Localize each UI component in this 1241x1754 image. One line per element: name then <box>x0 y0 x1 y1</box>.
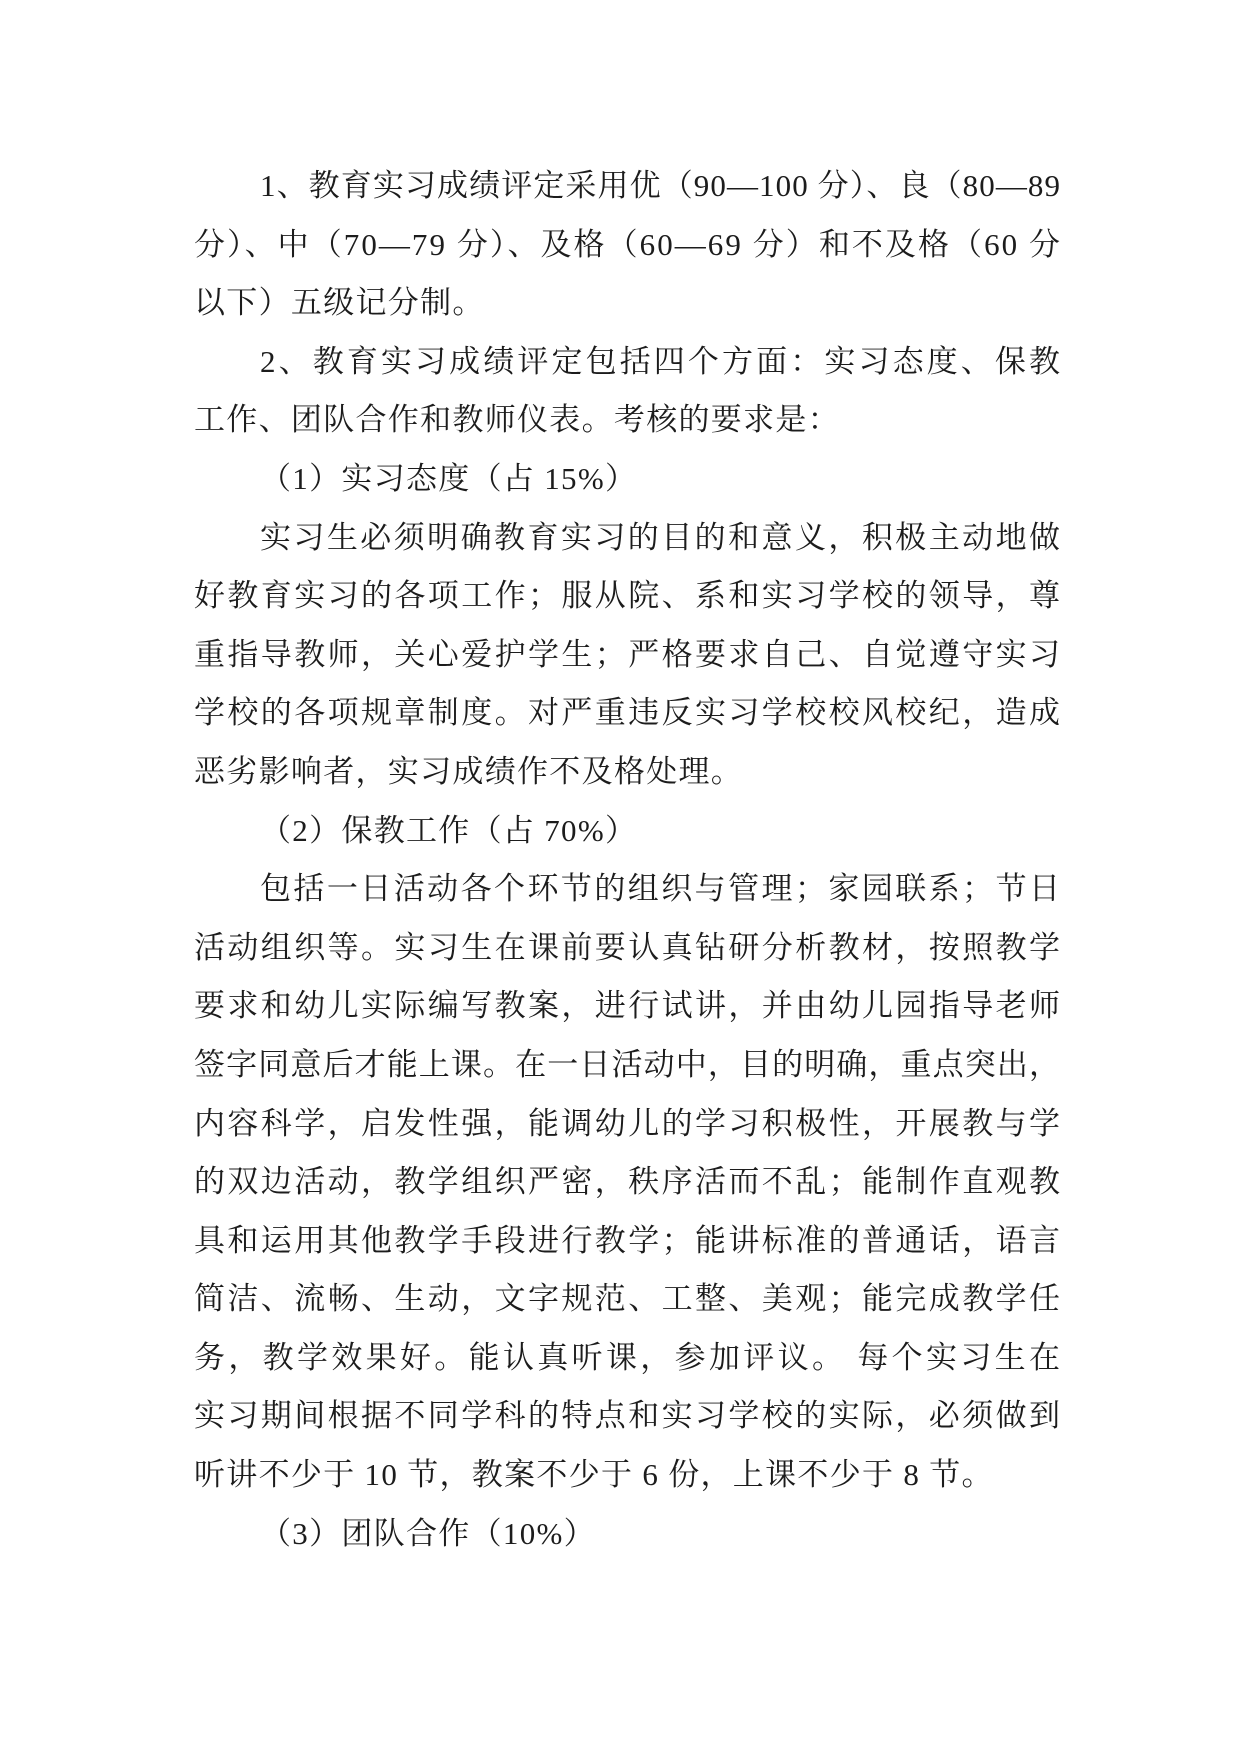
section-1-line-2-text: 好教育实习的各项工作；服从院、系和实习学校的领导，尊 <box>194 578 1063 614</box>
section-2-heading-text: （2）保教工作（占 70%） <box>260 812 638 848</box>
item-2-line-2-text: 工作、团队合作和教师仪表。考核的要求是： <box>194 402 840 438</box>
item-1-line-2-text: 分）、中（70—79 分）、及格（60—69 分）和不及格（60 分 <box>194 226 1063 262</box>
section-2-heading <box>194 802 1060 861</box>
section-2-line-7-text: 具和运用其他教学手段进行教学；能讲标准的普通话，语言 <box>194 1222 1063 1258</box>
item-1-line-1 <box>194 157 1060 216</box>
section-2-line-3-text: 要求和幼儿实际编写教案，进行试讲，并由幼儿园指导老师 <box>194 988 1063 1024</box>
section-3-heading-text: （3）团队合作（10%） <box>260 1515 596 1551</box>
section-2-line-10 <box>194 1387 1063 1446</box>
section-1-line-1-text: 实习生必须明确教育实习的目的和意义，积极主动地做 <box>260 519 1063 555</box>
document-body <box>194 157 1064 1563</box>
section-2-line-1-text: 包括一日活动各个环节的组织与管理；家园联系；节日 <box>260 871 1063 907</box>
item-2-line-1-text: 2、教育实习成绩评定包括四个方面：实习态度、保教 <box>260 343 1064 379</box>
section-2-line-2 <box>194 919 1063 978</box>
section-1-heading <box>194 450 1060 509</box>
section-2-line-1 <box>194 860 1063 919</box>
item-1-line-1-text: 1、教育实习成绩评定采用优（90—100 分）、良（80—89 <box>260 168 1062 203</box>
section-2-line-11-text: 听讲不少于 10 节，教案不少于 6 份，上课不少于 8 节。 <box>194 1457 994 1493</box>
section-2-line-9-text: 务，教学效果好。能认真听课，参加评议。 每个实习生在 <box>194 1339 1064 1375</box>
section-2-line-6-text: 的双边活动，教学组织严密，秩序活而不乱；能制作直观教 <box>194 1164 1063 1200</box>
section-1-line-1 <box>194 509 1063 568</box>
section-1-line-3 <box>194 626 1063 685</box>
item-1-line-3 <box>194 274 1060 333</box>
section-2-line-4 <box>194 1036 1060 1095</box>
section-2-line-3 <box>194 977 1063 1036</box>
section-1-line-4-text: 学校的各项规章制度。对严重违反实习学校校风校纪，造成 <box>194 695 1063 731</box>
section-2-line-5 <box>194 1095 1063 1154</box>
section-1-line-4 <box>194 684 1063 743</box>
section-1-line-5 <box>194 743 1060 802</box>
section-2-line-5-text: 内容科学，启发性强，能调幼儿的学习积极性，开展教与学 <box>194 1105 1063 1141</box>
section-1-line-3-text: 重指导教师，关心爱护学生；严格要求自己、自觉遵守实习 <box>194 636 1063 672</box>
section-2-line-4-text: 签字同意后才能上课。在一日活动中，目的明确，重点突出， <box>194 1046 1062 1082</box>
section-3-heading <box>194 1505 1060 1564</box>
section-1-line-5-text: 恶劣影响者，实习成绩作不及格处理。 <box>194 753 744 789</box>
section-2-line-6 <box>194 1153 1063 1212</box>
item-1-line-2 <box>194 216 1063 275</box>
section-2-line-11 <box>194 1446 1060 1505</box>
section-2-line-9 <box>194 1329 1064 1388</box>
section-2-line-10-text: 实习期间根据不同学科的特点和实习学校的实际，必须做到 <box>194 1398 1063 1434</box>
section-2-line-8 <box>194 1270 1063 1329</box>
section-2-line-7 <box>194 1212 1063 1271</box>
section-1-line-2 <box>194 567 1063 626</box>
section-2-line-8-text: 简洁、流畅、生动，文字规范、工整、美观；能完成教学任 <box>194 1281 1063 1317</box>
item-2-line-1 <box>194 333 1064 392</box>
section-2-line-2-text: 活动组织等。实习生在课前要认真钻研分析教材，按照教学 <box>194 929 1063 965</box>
item-1-line-3-text: 以下）五级记分制。 <box>194 285 485 321</box>
item-2-line-2 <box>194 391 1060 450</box>
section-1-heading-text: （1）实习态度（占 15%） <box>260 460 638 496</box>
